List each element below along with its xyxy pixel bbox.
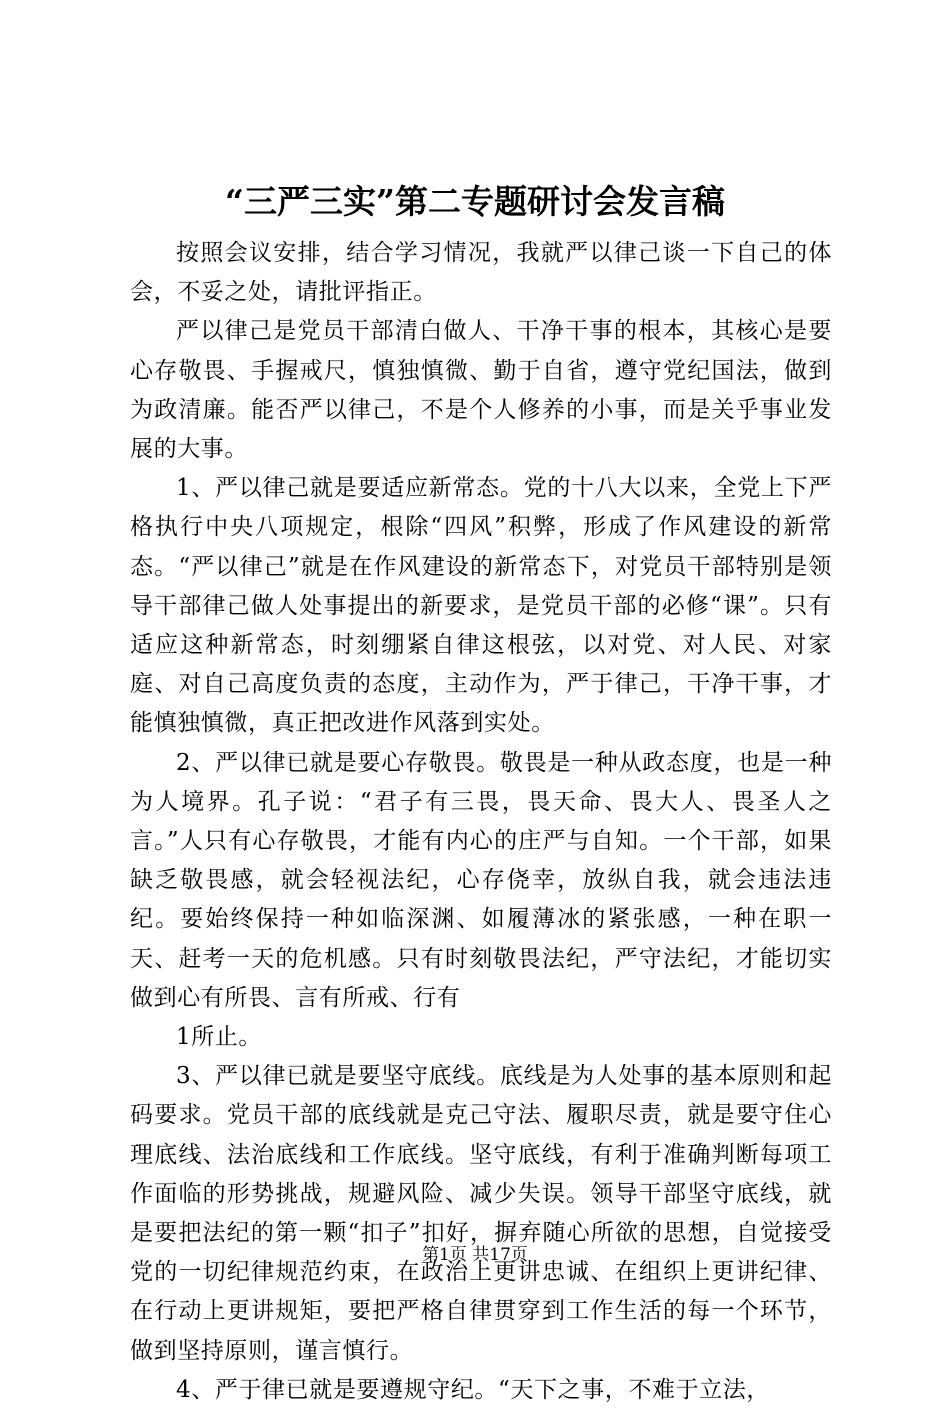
paragraph-point-1: 1、严以律己就是要适应新常态。党的十八大以来，全党上下严格执行中央八项规定，根除“四风”积弊，形成了作风建设的新常态。“严以律己”就是在作风建设的新常态下，对党员干部特别是领导干部律己做人处事提出的新要求，是党员干部的必修“课”。只有适应这种新常态，时刻绷紧自律这根弦，以对党、对人民、对家庭、对自己高度负责的态度，主动作为，严于律己，干净干事，才能慎独慎微，真正把改进作风落到实处。 xyxy=(130,475,832,737)
paragraph-overview: 严以律己是党员干部清白做人、干净干事的根本，其核心是要心存敬畏、手握戒尺，慎独慎微、勤于自省，遵守党纪国法，做到为政清廉。能否严以律己，不是个人修养的小事，而是关乎事业发展的大事。 xyxy=(130,318,832,463)
page-number-footer: 第1页 共17页 xyxy=(422,1245,528,1265)
document-title: “三严三实”第二专题研讨会发言稿 xyxy=(225,182,725,221)
paragraph-point-2: 2、严以律已就是要心存敬畏。敬畏是一种从政态度，也是一种为人境界。孔子说：“君子有三畏，畏天命、畏大人、畏圣人之言。”人只有心存敬畏，才能有内心的庄严与自知。一个干部，如果缺乏敬畏感，就会轻视法纪，心存侥幸，放纵自我，就会违法违纪。要始终保持一种如临深渊、如履薄冰的紧张感，一种在职一天、赶考一天的危机感。只有时刻敬畏法纪，严守法纪，才能切实做到心有所畏、言有所戒、行有 xyxy=(130,749,832,1011)
paragraph-point-4: 4、严于律已就是要遵规守纪。“天下之事，不难于立法， xyxy=(176,1376,770,1403)
paragraph-fragment: 1所止。 xyxy=(176,1024,263,1051)
paragraph-intro: 按照会议安排，结合学习情况，我就严以律己谈一下自己的体会，不妥之处，请批评指正。 xyxy=(130,240,832,306)
paragraph-point-3: 3、严以律已就是要坚守底线。底线是为人处事的基本原则和起码要求。党员干部的底线就是克己守法、履职尽责，就是要守住心理底线、法治底线和工作底线。坚守底线，有利于准确判断每项工作面临的形势挑战，规避风险、减少失误。领导干部坚守底线，就是要把法纪的第一颗“扣子”扣好，摒弃随心所欲的思想，自觉接受党的一切纪律规范约束，在政治上更讲忠诚、在组织上更讲纪律、在行动上更讲规矩，要把严格自律贯穿到工作生活的每一个环节，做到坚持原则，谨言慎行。 xyxy=(130,1063,832,1364)
document-body xyxy=(130,234,832,1410)
